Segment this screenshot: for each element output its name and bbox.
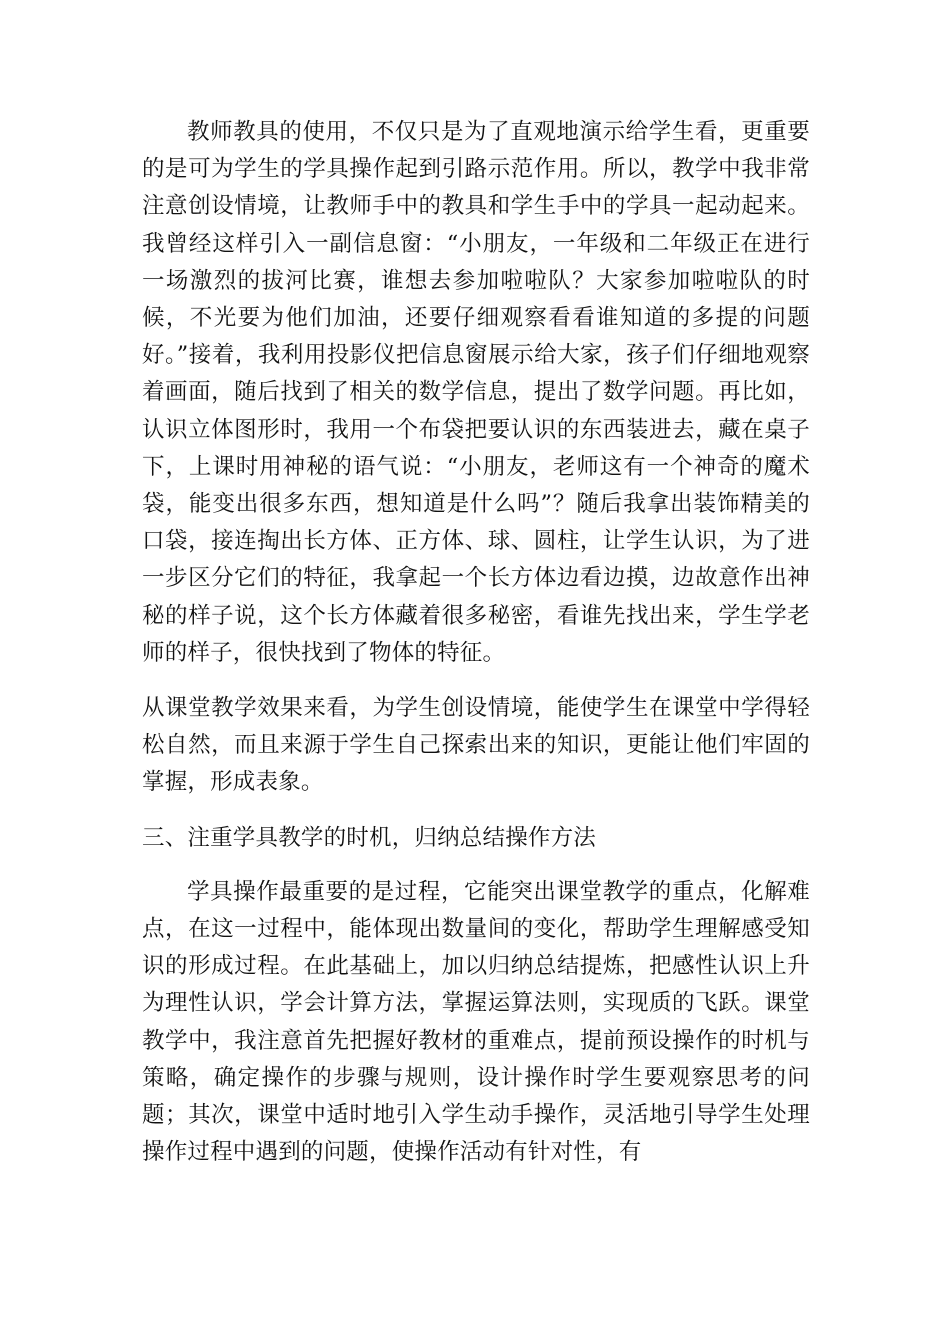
- paragraph-operation-process: 学具操作最重要的是过程，它能突出课堂教学的重点，化解难点，在这一过程中，能体现出数量间的变化，帮助学生理解感受知识的形成过程。在此基础上，加以归纳总结提炼，把感性认识上升为理性认识，学会计算方法，掌握运算法则，实现质的飞跃。课堂教学中，我注意首先把握好教材的重难点，提前预设操作的时机与策略，确定操作的步骤与规则，设计操作时学生要观察思考的问题；其次，课堂中适时地引入学生动手操作，灵活地引导学生处理操作过程中遇到的问题，使操作活动有针对性，有: [142, 878, 810, 1166]
- paragraph-classroom-effect: 从课堂教学效果来看，为学生创设情境，能使学生在课堂中学得轻松自然，而且来源于学生自己探索出来的知识，更能让他们牢固的掌握，形成表象。: [142, 695, 810, 796]
- paragraph-teacher-aids: 教师教具的使用，不仅只是为了直观地演示给学生看，更重要的是可为学生的学具操作起到引路示范作用。所以，教学中我非常注意创设情境，让教师手中的教具和学生手中的学具一起动起来。我曾经这样引入一副信息窗：“小朋友，一年级和二年级正在进行一场激烈的拔河比赛，谁想去参加啦啦队？大家参加啦啦队的时候，不光要为他们加油，还要仔细观察看看谁知道的多提的问题好。”接着，我利用投影仪把信息窗展示给大家，孩子们仔细地观察着画面，随后找到了相关的数学信息，提出了数学问题。再比如，认识立体图形时，我用一个布袋把要认识的东西装进去，藏在桌子下，上课时用神秘的语气说：“小朋友，老师这有一个神奇的魔术袋，能变出很多东西，想知道是什么吗”？随后我拿出装饰精美的口袋，接连掏出长方体、正方体、球、圆柱，让学生认识，为了进一步区分它们的特征，我拿起一个长方体边看边摸，边故意作出神秘的样子说，这个长方体藏着很多秘密，看谁先找出来，学生学老师的样子，很快找到了物体的特征。: [142, 119, 810, 666]
- section-heading-3: 三、注重学具教学的时机，归纳总结操作方法: [142, 824, 597, 851]
- document-body: [142, 114, 810, 1189]
